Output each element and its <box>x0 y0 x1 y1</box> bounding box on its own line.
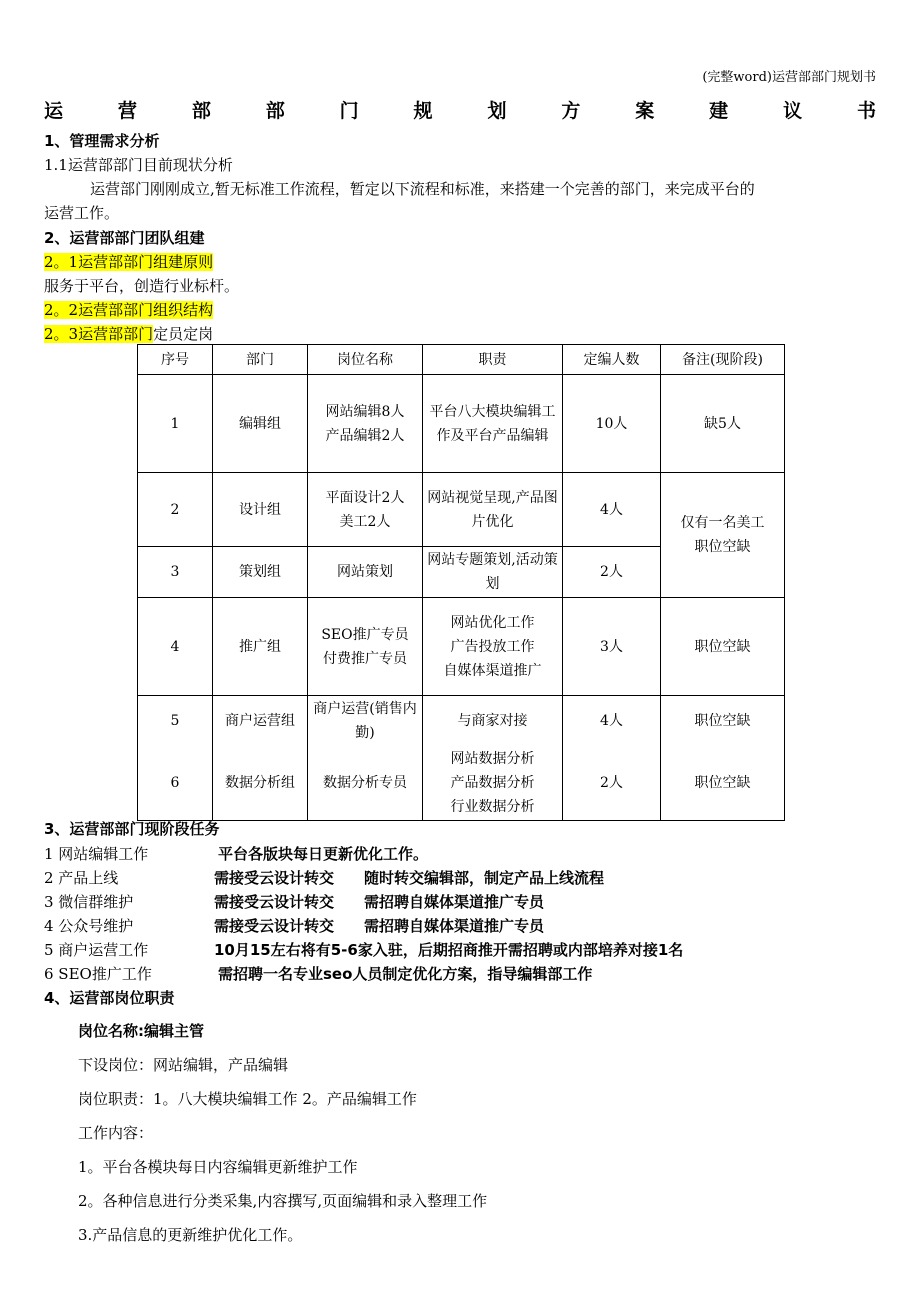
task-name: 3 微信群维护 <box>44 893 134 911</box>
title-char: 部 <box>191 100 211 122</box>
cell-post: 商户运营(销售内勤) <box>308 696 423 747</box>
cell-dept: 商户运营组 <box>213 696 308 747</box>
cell-note: 缺5人 <box>661 375 785 473</box>
staffing-table <box>137 344 785 821</box>
section-2-heading: 2、运营部部门团队组建 <box>44 229 205 247</box>
cell-post: 网站编辑8人 产品编辑2人 <box>308 375 423 473</box>
document-title <box>44 96 876 123</box>
task-detail: 需接受云设计转交 需招聘自媒体渠道推广专员 <box>214 917 545 935</box>
task-detail: 平台各版块每日更新优化工作。 <box>218 845 429 863</box>
section-2-2-heading: 2。2运营部部门组织结构 <box>44 301 214 319</box>
cell-note: 职位空缺 <box>661 696 785 747</box>
title-char: 书 <box>856 100 876 122</box>
cell-note: 职位空缺 <box>661 598 785 696</box>
cell-post: 平面设计2人 美工2人 <box>308 473 423 547</box>
section-1-1-heading: 1.1运营部部门目前现状分析 <box>44 156 233 174</box>
cell-dept: 数据分析组 <box>213 746 308 821</box>
cell-count: 3人 <box>563 598 661 696</box>
title-char: 运 <box>44 100 64 122</box>
cell-dept: 推广组 <box>213 598 308 696</box>
table-header: 职责 <box>423 345 563 375</box>
title-char: 划 <box>487 100 507 122</box>
work-item: 1。平台各模块每日内容编辑更新维护工作 <box>78 1158 358 1176</box>
cell-duty: 网站视觉呈现,产品图片优化 <box>423 473 563 547</box>
work-item: 3.产品信息的更新维护优化工作。 <box>78 1226 303 1244</box>
cell-count: 2人 <box>563 547 661 598</box>
table-header: 定编人数 <box>563 345 661 375</box>
cell-no: 6 <box>138 746 213 821</box>
cell-no: 2 <box>138 473 213 547</box>
section-2-3-heading: 2。3运营部部门定员定岗 <box>44 325 214 343</box>
cell-no: 1 <box>138 375 213 473</box>
table-header: 备注(现阶段) <box>661 345 785 375</box>
task-name: 4 公众号维护 <box>44 917 134 935</box>
cell-duty: 网站优化工作 广告投放工作 自媒体渠道推广 <box>423 598 563 696</box>
section-2-1-heading: 2。1运营部部门组建原则 <box>44 253 214 271</box>
title-char: 部 <box>265 100 285 122</box>
cell-count: 4人 <box>563 696 661 747</box>
cell-post: SEO推广专员 付费推广专员 <box>308 598 423 696</box>
title-char: 议 <box>783 100 803 122</box>
post-duties: 岗位职责：1。八大模块编辑工作 2。产品编辑工作 <box>78 1090 417 1108</box>
cell-duty: 网站专题策划,活动策划 <box>423 547 563 598</box>
work-content-label: 工作内容： <box>78 1124 154 1142</box>
section-3-heading: 3、运营部部门现阶段任务 <box>44 820 220 838</box>
cell-no: 3 <box>138 547 213 598</box>
task-name: 5 商户运营工作 <box>44 941 149 959</box>
cell-post: 数据分析专员 <box>308 746 423 821</box>
cell-duty: 平台八大模块编辑工作及平台产品编辑 <box>423 375 563 473</box>
sub-posts: 下设岗位：网站编辑，产品编辑 <box>78 1056 289 1074</box>
section-2-1-text: 服务于平台，创造行业标杆。 <box>44 277 240 295</box>
title-char: 规 <box>413 100 433 122</box>
table-header: 部门 <box>213 345 308 375</box>
table-row <box>138 746 785 821</box>
title-char: 案 <box>635 100 655 122</box>
cell-dept: 设计组 <box>213 473 308 547</box>
task-name: 1 网站编辑工作 <box>44 845 149 863</box>
section-4-heading: 4、运营部岗位职责 <box>44 989 175 1007</box>
table-header: 岗位名称 <box>308 345 423 375</box>
cell-dept: 策划组 <box>213 547 308 598</box>
cell-count: 10人 <box>563 375 661 473</box>
task-name: 2 产品上线 <box>44 869 119 887</box>
post-title: 岗位名称:编辑主管 <box>78 1022 204 1040</box>
section-1-paragraph-line-1: 运营部门刚刚成立,暂无标准工作流程，暂定以下流程和标准，来搭建一个完善的部门，来完成平台的 <box>90 180 755 198</box>
title-char: 建 <box>709 100 729 122</box>
task-detail: 10月15左右将有5-6家入驻，后期招商推开需招聘或内部培养对接1名 <box>214 941 684 959</box>
doc-header-tag: (完整word)运营部部门规划书 <box>702 70 876 85</box>
table-row <box>138 696 785 747</box>
task-name: 6 SEO推广工作 <box>44 965 152 983</box>
table-row <box>138 598 785 696</box>
section-1-paragraph-line-2: 运营工作。 <box>44 204 120 222</box>
table-header-row <box>138 345 785 375</box>
section-1-heading: 1、管理需求分析 <box>44 132 160 150</box>
title-char: 营 <box>117 100 137 122</box>
task-detail: 需接受云设计转交 需招聘自媒体渠道推广专员 <box>214 893 545 911</box>
task-detail: 需招聘一名专业seo人员制定优化方案，指导编辑部工作 <box>218 965 593 983</box>
cell-count: 2人 <box>563 746 661 821</box>
work-item: 2。各种信息进行分类采集,内容撰写,页面编辑和录入整理工作 <box>78 1192 488 1210</box>
table-header: 序号 <box>138 345 213 375</box>
cell-post: 网站策划 <box>308 547 423 598</box>
cell-note: 仅有一名美工 职位空缺 <box>661 473 785 598</box>
table-row <box>138 375 785 473</box>
cell-note: 职位空缺 <box>661 746 785 821</box>
cell-count: 4人 <box>563 473 661 547</box>
cell-duty: 网站数据分析 产品数据分析 行业数据分析 <box>423 746 563 821</box>
cell-duty: 与商家对接 <box>423 696 563 747</box>
cell-dept: 编辑组 <box>213 375 308 473</box>
task-detail: 需接受云设计转交 随时转交编辑部，制定产品上线流程 <box>214 869 605 887</box>
cell-no: 5 <box>138 696 213 747</box>
title-char: 门 <box>339 100 359 122</box>
cell-no: 4 <box>138 598 213 696</box>
table-row <box>138 473 785 547</box>
title-char: 方 <box>561 100 581 122</box>
